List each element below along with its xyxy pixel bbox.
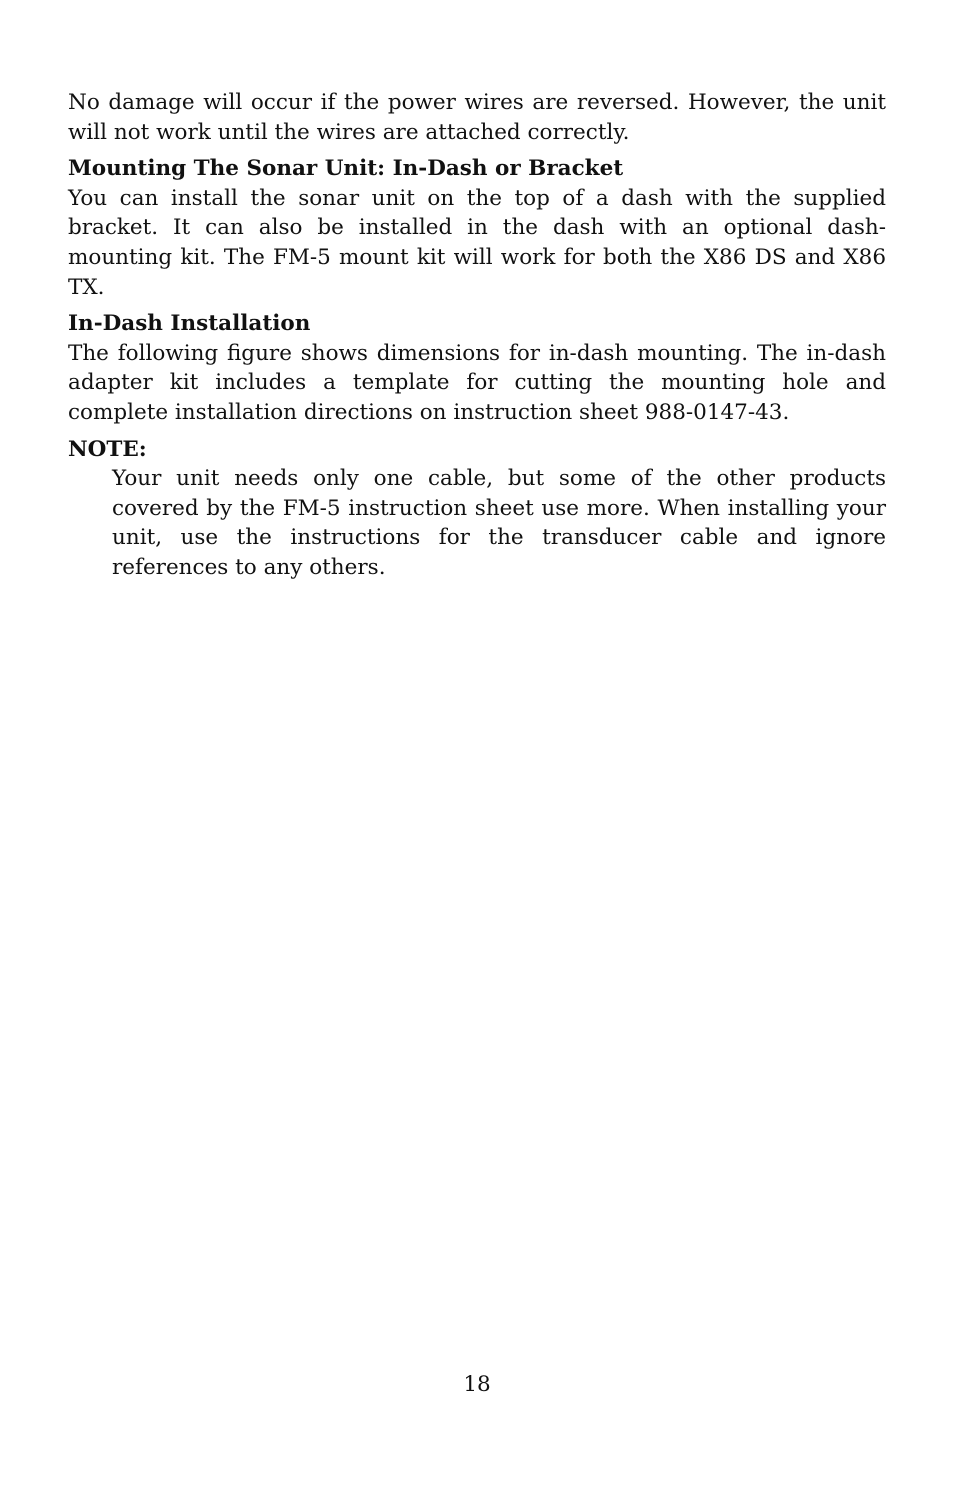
page-content [68, 88, 886, 583]
note-paragraph: Your unit needs only one cable, but some of the other products covered by the FM-5 instruction sheet use more. When installing your unit, use the instructions for the transducer cable and ignore references to any others. [112, 466, 886, 580]
note-heading: NOTE: [68, 436, 147, 462]
indash-paragraph: The following figure shows dimensions for in-dash mounting. The in-dash adapter kit includes a template for cutting the mounting hole and complete installation directions on instruction sheet 988-0147-43. [68, 340, 886, 425]
intro-paragraph: No damage will occur if the power wires are reversed. However, the unit will not work until the wires are attached correctly. [68, 90, 886, 145]
mounting-paragraph: You can install the sonar unit on the top of a dash with the supplied bracket. It can also be installed in the dash with an optional dash-mounting kit. The FM-5 mount kit will work for both the X86 DS and X86 TX. [68, 185, 886, 300]
mounting-heading: Mounting The Sonar Unit: In-Dash or Bracket [68, 156, 624, 182]
page-number: 18 [463, 1372, 491, 1397]
indash-heading: In-Dash Installation [68, 311, 311, 337]
